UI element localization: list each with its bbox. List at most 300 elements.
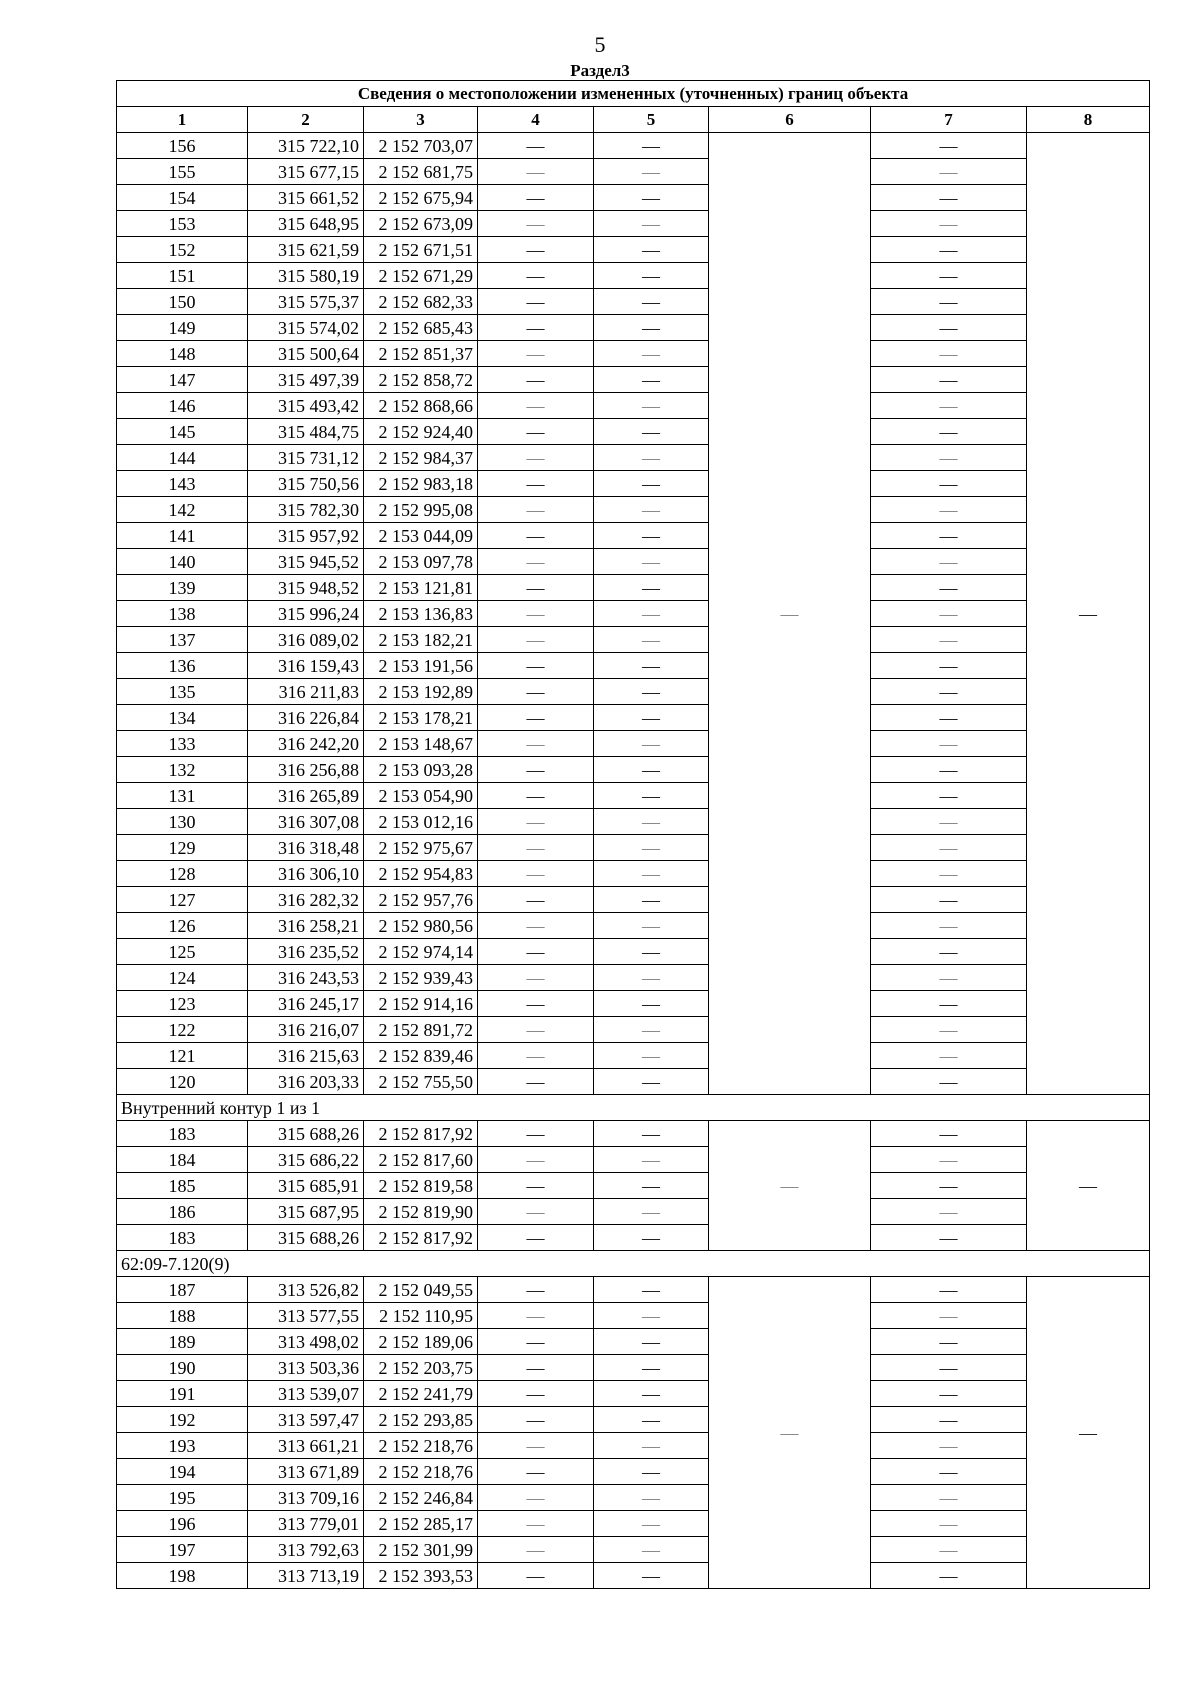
col5-dash-cell: —	[594, 913, 709, 939]
col4-dash-cell: —	[478, 1537, 594, 1563]
col4-dash-cell: —	[478, 757, 594, 783]
point-number-cell: 153	[117, 211, 248, 237]
col7-dash-cell: —	[871, 783, 1027, 809]
point-number-cell: 121	[117, 1043, 248, 1069]
y-coordinate-cell: 2 152 817,92	[364, 1225, 478, 1251]
y-coordinate-cell: 2 152 914,16	[364, 991, 478, 1017]
point-number-cell: 152	[117, 237, 248, 263]
table-row	[117, 1459, 1150, 1485]
col5-dash-cell: —	[594, 731, 709, 757]
x-coordinate-cell: 316 203,33	[248, 1069, 364, 1095]
col7-dash-cell: —	[871, 133, 1027, 159]
col7-dash-cell: —	[871, 653, 1027, 679]
col7-dash-cell: —	[871, 419, 1027, 445]
col5-dash-cell: —	[594, 757, 709, 783]
point-number-cell: 126	[117, 913, 248, 939]
point-number-cell: 139	[117, 575, 248, 601]
col7-dash-cell: —	[871, 1121, 1027, 1147]
col7-dash-cell: —	[871, 1459, 1027, 1485]
y-coordinate-cell: 2 152 285,17	[364, 1511, 478, 1537]
col4-dash-cell: —	[478, 497, 594, 523]
col7-dash-cell: —	[871, 965, 1027, 991]
col5-dash-cell: —	[594, 1277, 709, 1303]
table-row	[117, 653, 1150, 679]
table-row	[117, 133, 1150, 159]
y-coordinate-cell: 2 152 954,83	[364, 861, 478, 887]
col5-dash-cell: —	[594, 887, 709, 913]
point-number-cell: 143	[117, 471, 248, 497]
col4-dash-cell: —	[478, 887, 594, 913]
col7-dash-cell: —	[871, 445, 1027, 471]
column-header: 8	[1027, 107, 1150, 133]
col7-dash-cell: —	[871, 1069, 1027, 1095]
x-coordinate-cell: 315 574,02	[248, 315, 364, 341]
point-number-cell: 154	[117, 185, 248, 211]
col7-dash-cell: —	[871, 1511, 1027, 1537]
x-coordinate-cell: 316 215,63	[248, 1043, 364, 1069]
y-coordinate-cell: 2 152 957,76	[364, 887, 478, 913]
col5-dash-cell: —	[594, 1199, 709, 1225]
col4-dash-cell: —	[478, 1147, 594, 1173]
x-coordinate-cell: 316 211,83	[248, 679, 364, 705]
col4-dash-cell: —	[478, 419, 594, 445]
y-coordinate-cell: 2 152 393,53	[364, 1563, 478, 1589]
col5-dash-cell: —	[594, 445, 709, 471]
col4-dash-cell: —	[478, 1381, 594, 1407]
x-coordinate-cell: 316 265,89	[248, 783, 364, 809]
table-row	[117, 1043, 1150, 1069]
col7-dash-cell: —	[871, 549, 1027, 575]
col8-merged-dash-cell: —	[1027, 1277, 1150, 1589]
point-number-cell: 192	[117, 1407, 248, 1433]
point-number-cell: 142	[117, 497, 248, 523]
table-row	[117, 1277, 1150, 1303]
col7-dash-cell: —	[871, 757, 1027, 783]
x-coordinate-cell: 316 318,48	[248, 835, 364, 861]
col6-merged-dash-cell: —	[709, 1121, 871, 1251]
point-number-cell: 122	[117, 1017, 248, 1043]
point-number-cell: 130	[117, 809, 248, 835]
col7-dash-cell: —	[871, 341, 1027, 367]
col7-dash-cell: —	[871, 1537, 1027, 1563]
col4-dash-cell: —	[478, 185, 594, 211]
col4-dash-cell: —	[478, 211, 594, 237]
table-body	[117, 133, 1150, 1589]
point-number-cell: 132	[117, 757, 248, 783]
col5-dash-cell: —	[594, 679, 709, 705]
col7-dash-cell: —	[871, 575, 1027, 601]
y-coordinate-cell: 2 152 218,76	[364, 1459, 478, 1485]
x-coordinate-cell: 316 089,02	[248, 627, 364, 653]
point-number-cell: 184	[117, 1147, 248, 1173]
col7-dash-cell: —	[871, 1225, 1027, 1251]
col4-dash-cell: —	[478, 913, 594, 939]
col7-dash-cell: —	[871, 211, 1027, 237]
column-header: 6	[709, 107, 871, 133]
point-number-cell: 129	[117, 835, 248, 861]
x-coordinate-cell: 316 226,84	[248, 705, 364, 731]
col7-dash-cell: —	[871, 523, 1027, 549]
col4-dash-cell: —	[478, 679, 594, 705]
col7-dash-cell: —	[871, 393, 1027, 419]
col5-dash-cell: —	[594, 523, 709, 549]
point-number-cell: 127	[117, 887, 248, 913]
x-coordinate-cell: 315 575,37	[248, 289, 364, 315]
point-number-cell: 194	[117, 1459, 248, 1485]
x-coordinate-cell: 313 539,07	[248, 1381, 364, 1407]
col5-dash-cell: —	[594, 1433, 709, 1459]
y-coordinate-cell: 2 152 939,43	[364, 965, 478, 991]
col7-dash-cell: —	[871, 1173, 1027, 1199]
table-title-row	[117, 81, 1150, 107]
col5-dash-cell: —	[594, 237, 709, 263]
point-number-cell: 195	[117, 1485, 248, 1511]
y-coordinate-cell: 2 152 924,40	[364, 419, 478, 445]
table-row	[117, 861, 1150, 887]
col5-dash-cell: —	[594, 939, 709, 965]
col7-dash-cell: —	[871, 1199, 1027, 1225]
col8-merged-dash-cell: —	[1027, 133, 1150, 1095]
col7-dash-cell: —	[871, 1303, 1027, 1329]
point-number-cell: 183	[117, 1225, 248, 1251]
col4-dash-cell: —	[478, 601, 594, 627]
y-coordinate-cell: 2 153 178,21	[364, 705, 478, 731]
table-row	[117, 965, 1150, 991]
col7-dash-cell: —	[871, 1329, 1027, 1355]
y-coordinate-cell: 2 152 301,99	[364, 1537, 478, 1563]
col5-dash-cell: —	[594, 861, 709, 887]
point-number-cell: 134	[117, 705, 248, 731]
table-row	[117, 1407, 1150, 1433]
table-row	[117, 1069, 1150, 1095]
table-row	[117, 523, 1150, 549]
table-row	[117, 601, 1150, 627]
col4-dash-cell: —	[478, 835, 594, 861]
point-number-cell: 125	[117, 939, 248, 965]
table-row	[117, 835, 1150, 861]
x-coordinate-cell: 315 996,24	[248, 601, 364, 627]
point-number-cell: 131	[117, 783, 248, 809]
x-coordinate-cell: 315 957,92	[248, 523, 364, 549]
col7-dash-cell: —	[871, 1147, 1027, 1173]
col7-dash-cell: —	[871, 1433, 1027, 1459]
y-coordinate-cell: 2 152 984,37	[364, 445, 478, 471]
table-row	[117, 367, 1150, 393]
x-coordinate-cell: 316 243,53	[248, 965, 364, 991]
y-coordinate-cell: 2 152 839,46	[364, 1043, 478, 1069]
col4-dash-cell: —	[478, 809, 594, 835]
y-coordinate-cell: 2 152 681,75	[364, 159, 478, 185]
x-coordinate-cell: 316 306,10	[248, 861, 364, 887]
col4-dash-cell: —	[478, 783, 594, 809]
table-row	[117, 1199, 1150, 1225]
col4-dash-cell: —	[478, 1043, 594, 1069]
table-row	[117, 1381, 1150, 1407]
col4-dash-cell: —	[478, 1485, 594, 1511]
col4-dash-cell: —	[478, 159, 594, 185]
col4-dash-cell: —	[478, 1329, 594, 1355]
y-coordinate-cell: 2 152 673,09	[364, 211, 478, 237]
col5-dash-cell: —	[594, 263, 709, 289]
col4-dash-cell: —	[478, 549, 594, 575]
x-coordinate-cell: 315 686,22	[248, 1147, 364, 1173]
col7-dash-cell: —	[871, 731, 1027, 757]
col4-dash-cell: —	[478, 263, 594, 289]
x-coordinate-cell: 313 597,47	[248, 1407, 364, 1433]
x-coordinate-cell: 316 258,21	[248, 913, 364, 939]
col5-dash-cell: —	[594, 783, 709, 809]
col4-dash-cell: —	[478, 1225, 594, 1251]
point-number-cell: 140	[117, 549, 248, 575]
col4-dash-cell: —	[478, 653, 594, 679]
point-number-cell: 198	[117, 1563, 248, 1589]
point-number-cell: 155	[117, 159, 248, 185]
table-row	[117, 783, 1150, 809]
col5-dash-cell: —	[594, 393, 709, 419]
y-coordinate-cell: 2 152 685,43	[364, 315, 478, 341]
column-number-row	[117, 107, 1150, 133]
col4-dash-cell: —	[478, 1355, 594, 1381]
column-header: 1	[117, 107, 248, 133]
col5-dash-cell: —	[594, 1225, 709, 1251]
col7-dash-cell: —	[871, 471, 1027, 497]
point-number-cell: 189	[117, 1329, 248, 1355]
col5-dash-cell: —	[594, 1485, 709, 1511]
table-row	[117, 1173, 1150, 1199]
page-number: 5	[594, 32, 606, 57]
y-coordinate-cell: 2 152 891,72	[364, 1017, 478, 1043]
col4-dash-cell: —	[478, 393, 594, 419]
point-number-cell: 136	[117, 653, 248, 679]
col5-dash-cell: —	[594, 1173, 709, 1199]
x-coordinate-cell: 315 484,75	[248, 419, 364, 445]
x-coordinate-cell: 315 661,52	[248, 185, 364, 211]
x-coordinate-cell: 315 688,26	[248, 1121, 364, 1147]
table-row	[117, 939, 1150, 965]
y-coordinate-cell: 2 153 097,78	[364, 549, 478, 575]
col4-dash-cell: —	[478, 1277, 594, 1303]
col7-dash-cell: —	[871, 809, 1027, 835]
col4-dash-cell: —	[478, 471, 594, 497]
y-coordinate-cell: 2 152 218,76	[364, 1433, 478, 1459]
table-row	[117, 393, 1150, 419]
column-header: 4	[478, 107, 594, 133]
table-row	[117, 289, 1150, 315]
point-number-cell: 156	[117, 133, 248, 159]
y-coordinate-cell: 2 152 817,92	[364, 1121, 478, 1147]
col7-dash-cell: —	[871, 939, 1027, 965]
y-coordinate-cell: 2 152 675,94	[364, 185, 478, 211]
group-label-row	[117, 1251, 1150, 1277]
col7-dash-cell: —	[871, 1355, 1027, 1381]
table-row	[117, 211, 1150, 237]
y-coordinate-cell: 2 152 858,72	[364, 367, 478, 393]
col7-dash-cell: —	[871, 1381, 1027, 1407]
col4-dash-cell: —	[478, 861, 594, 887]
col5-dash-cell: —	[594, 341, 709, 367]
col5-dash-cell: —	[594, 1043, 709, 1069]
col6-merged-dash-cell: —	[709, 1277, 871, 1589]
col7-dash-cell: —	[871, 861, 1027, 887]
table-row	[117, 159, 1150, 185]
col5-dash-cell: —	[594, 549, 709, 575]
col5-dash-cell: —	[594, 1407, 709, 1433]
col4-dash-cell: —	[478, 1069, 594, 1095]
col4-dash-cell: —	[478, 1199, 594, 1225]
col4-dash-cell: —	[478, 627, 594, 653]
point-number-cell: 147	[117, 367, 248, 393]
x-coordinate-cell: 313 577,55	[248, 1303, 364, 1329]
column-header: 5	[594, 107, 709, 133]
table-row	[117, 1485, 1150, 1511]
col4-dash-cell: —	[478, 1459, 594, 1485]
table-row	[117, 185, 1150, 211]
point-number-cell: 135	[117, 679, 248, 705]
y-coordinate-cell: 2 152 868,66	[364, 393, 478, 419]
x-coordinate-cell: 315 782,30	[248, 497, 364, 523]
point-number-cell: 137	[117, 627, 248, 653]
boundary-coordinates-table	[116, 80, 1150, 1589]
col5-dash-cell: —	[594, 575, 709, 601]
col7-dash-cell: —	[871, 497, 1027, 523]
y-coordinate-cell: 2 152 819,90	[364, 1199, 478, 1225]
point-number-cell: 138	[117, 601, 248, 627]
x-coordinate-cell: 315 687,95	[248, 1199, 364, 1225]
table-row	[117, 1225, 1150, 1251]
col7-dash-cell: —	[871, 601, 1027, 627]
col5-dash-cell: —	[594, 211, 709, 237]
x-coordinate-cell: 315 497,39	[248, 367, 364, 393]
col5-dash-cell: —	[594, 1069, 709, 1095]
col7-dash-cell: —	[871, 237, 1027, 263]
col5-dash-cell: —	[594, 497, 709, 523]
table-row	[117, 913, 1150, 939]
col4-dash-cell: —	[478, 289, 594, 315]
point-number-cell: 197	[117, 1537, 248, 1563]
x-coordinate-cell: 313 498,02	[248, 1329, 364, 1355]
col8-merged-dash-cell: —	[1027, 1121, 1150, 1251]
table-row	[117, 263, 1150, 289]
col7-dash-cell: —	[871, 679, 1027, 705]
col7-dash-cell: —	[871, 835, 1027, 861]
x-coordinate-cell: 316 159,43	[248, 653, 364, 679]
x-coordinate-cell: 315 677,15	[248, 159, 364, 185]
table-row	[117, 679, 1150, 705]
col7-dash-cell: —	[871, 367, 1027, 393]
point-number-cell: 191	[117, 1381, 248, 1407]
y-coordinate-cell: 2 152 975,67	[364, 835, 478, 861]
table-row	[117, 419, 1150, 445]
col4-dash-cell: —	[478, 1303, 594, 1329]
col7-dash-cell: —	[871, 289, 1027, 315]
col5-dash-cell: —	[594, 601, 709, 627]
column-header: 3	[364, 107, 478, 133]
table-title: Сведения о местоположении измененных (уточненных) границ объекта	[117, 81, 1150, 107]
col4-dash-cell: —	[478, 315, 594, 341]
col5-dash-cell: —	[594, 1537, 709, 1563]
y-coordinate-cell: 2 152 671,29	[364, 263, 478, 289]
col4-dash-cell: —	[478, 1121, 594, 1147]
col7-dash-cell: —	[871, 159, 1027, 185]
point-number-cell: 148	[117, 341, 248, 367]
table-row	[117, 705, 1150, 731]
col5-dash-cell: —	[594, 1121, 709, 1147]
point-number-cell: 120	[117, 1069, 248, 1095]
col4-dash-cell: —	[478, 731, 594, 757]
y-coordinate-cell: 2 152 189,06	[364, 1329, 478, 1355]
x-coordinate-cell: 315 621,59	[248, 237, 364, 263]
table-row	[117, 757, 1150, 783]
table-row	[117, 575, 1150, 601]
col7-dash-cell: —	[871, 1563, 1027, 1589]
table-row	[117, 549, 1150, 575]
col5-dash-cell: —	[594, 1511, 709, 1537]
col7-dash-cell: —	[871, 1017, 1027, 1043]
table-row	[117, 1511, 1150, 1537]
col7-dash-cell: —	[871, 1485, 1027, 1511]
table-row	[117, 497, 1150, 523]
table-row	[117, 1563, 1150, 1589]
col7-dash-cell: —	[871, 887, 1027, 913]
table-row	[117, 1355, 1150, 1381]
col7-dash-cell: —	[871, 627, 1027, 653]
column-header: 7	[871, 107, 1027, 133]
point-number-cell: 144	[117, 445, 248, 471]
table-row	[117, 341, 1150, 367]
y-coordinate-cell: 2 152 203,75	[364, 1355, 478, 1381]
col5-dash-cell: —	[594, 289, 709, 315]
col5-dash-cell: —	[594, 1147, 709, 1173]
col5-dash-cell: —	[594, 991, 709, 1017]
col4-dash-cell: —	[478, 1511, 594, 1537]
col5-dash-cell: —	[594, 705, 709, 731]
point-number-cell: 183	[117, 1121, 248, 1147]
x-coordinate-cell: 313 526,82	[248, 1277, 364, 1303]
col7-dash-cell: —	[871, 315, 1027, 341]
col5-dash-cell: —	[594, 367, 709, 393]
col5-dash-cell: —	[594, 835, 709, 861]
x-coordinate-cell: 315 731,12	[248, 445, 364, 471]
point-number-cell: 186	[117, 1199, 248, 1225]
x-coordinate-cell: 316 245,17	[248, 991, 364, 1017]
col4-dash-cell: —	[478, 237, 594, 263]
y-coordinate-cell: 2 153 121,81	[364, 575, 478, 601]
col5-dash-cell: —	[594, 965, 709, 991]
col5-dash-cell: —	[594, 1017, 709, 1043]
y-coordinate-cell: 2 152 049,55	[364, 1277, 478, 1303]
col7-dash-cell: —	[871, 705, 1027, 731]
x-coordinate-cell: 315 750,56	[248, 471, 364, 497]
y-coordinate-cell: 2 152 246,84	[364, 1485, 478, 1511]
x-coordinate-cell: 316 216,07	[248, 1017, 364, 1043]
col5-dash-cell: —	[594, 1303, 709, 1329]
x-coordinate-cell: 313 671,89	[248, 1459, 364, 1485]
y-coordinate-cell: 2 152 241,79	[364, 1381, 478, 1407]
point-number-cell: 145	[117, 419, 248, 445]
x-coordinate-cell: 315 648,95	[248, 211, 364, 237]
table-row	[117, 1329, 1150, 1355]
table-row	[117, 445, 1150, 471]
col5-dash-cell: —	[594, 809, 709, 835]
col5-dash-cell: —	[594, 1381, 709, 1407]
table-row	[117, 471, 1150, 497]
col7-dash-cell: —	[871, 1043, 1027, 1069]
table-row	[117, 237, 1150, 263]
group-label-row	[117, 1095, 1150, 1121]
x-coordinate-cell: 315 948,52	[248, 575, 364, 601]
group-label: Внутренний контур 1 из 1	[117, 1095, 1150, 1121]
y-coordinate-cell: 2 153 148,67	[364, 731, 478, 757]
